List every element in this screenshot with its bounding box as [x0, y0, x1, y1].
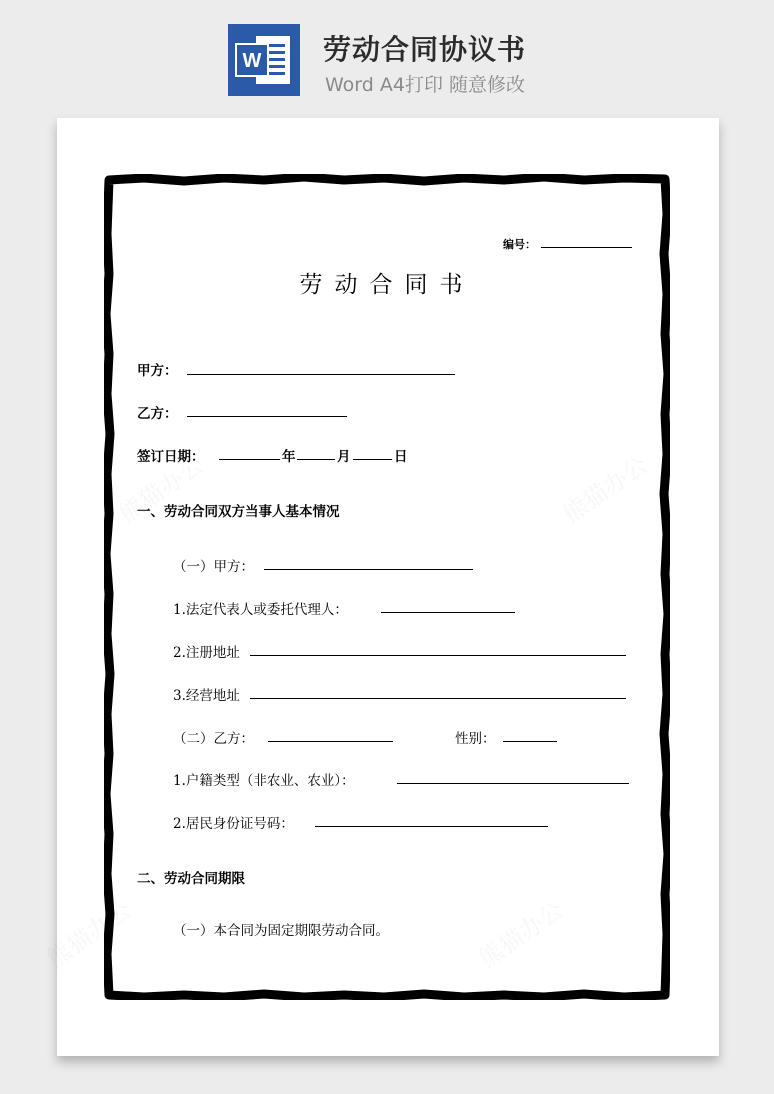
page-subtitle: Word A4打印 随意修改 — [325, 74, 526, 96]
page-title: 劳动合同协议书 — [323, 33, 527, 66]
serial-number-label: 编号： — [503, 238, 536, 251]
sign-month-field[interactable] — [297, 459, 335, 460]
party-a-field[interactable] — [187, 374, 455, 375]
section-1-heading: 一、劳动合同双方当事人基本情况 — [137, 504, 340, 520]
contract-title: 劳动合同书 — [299, 272, 475, 298]
gender-field[interactable] — [503, 741, 557, 742]
sub-party-a-field[interactable] — [264, 569, 473, 570]
reg-address-field[interactable] — [250, 655, 626, 656]
sub-party-b-label: （二）乙方： — [173, 731, 254, 747]
term-text: （一）本合同为固定期限劳动合同。 — [173, 923, 389, 939]
gender-label: 性别： — [455, 731, 496, 747]
sub-party-a-label: （一）甲方： — [173, 559, 254, 575]
month-label: 月 — [337, 449, 351, 465]
sub-party-b-field[interactable] — [268, 741, 393, 742]
sign-day-field[interactable] — [353, 459, 392, 460]
serial-number-field[interactable] — [541, 247, 632, 248]
word-logo-letter: W — [242, 50, 262, 72]
legal-rep-field[interactable] — [381, 612, 515, 613]
party-b-label: 乙方： — [137, 406, 178, 422]
biz-address-field[interactable] — [250, 698, 626, 699]
reg-address-label: 2.注册地址 — [173, 645, 240, 661]
sign-date-label: 签订日期： — [137, 449, 205, 465]
sign-year-field[interactable] — [219, 459, 280, 460]
legal-rep-label: 1.法定代表人或委托代理人： — [173, 602, 348, 618]
party-a-label: 甲方： — [137, 363, 178, 379]
day-label: 日 — [394, 449, 408, 465]
year-label: 年 — [282, 449, 296, 465]
household-type-label: 1.户籍类型（非农业、农业）： — [173, 773, 355, 789]
id-number-field[interactable] — [315, 826, 548, 827]
party-b-field[interactable] — [187, 416, 347, 417]
id-number-label: 2.居民身份证号码： — [173, 816, 294, 832]
household-type-field[interactable] — [397, 783, 629, 784]
section-2-heading: 二、劳动合同期限 — [137, 871, 245, 887]
biz-address-label: 3.经营地址 — [173, 688, 240, 704]
